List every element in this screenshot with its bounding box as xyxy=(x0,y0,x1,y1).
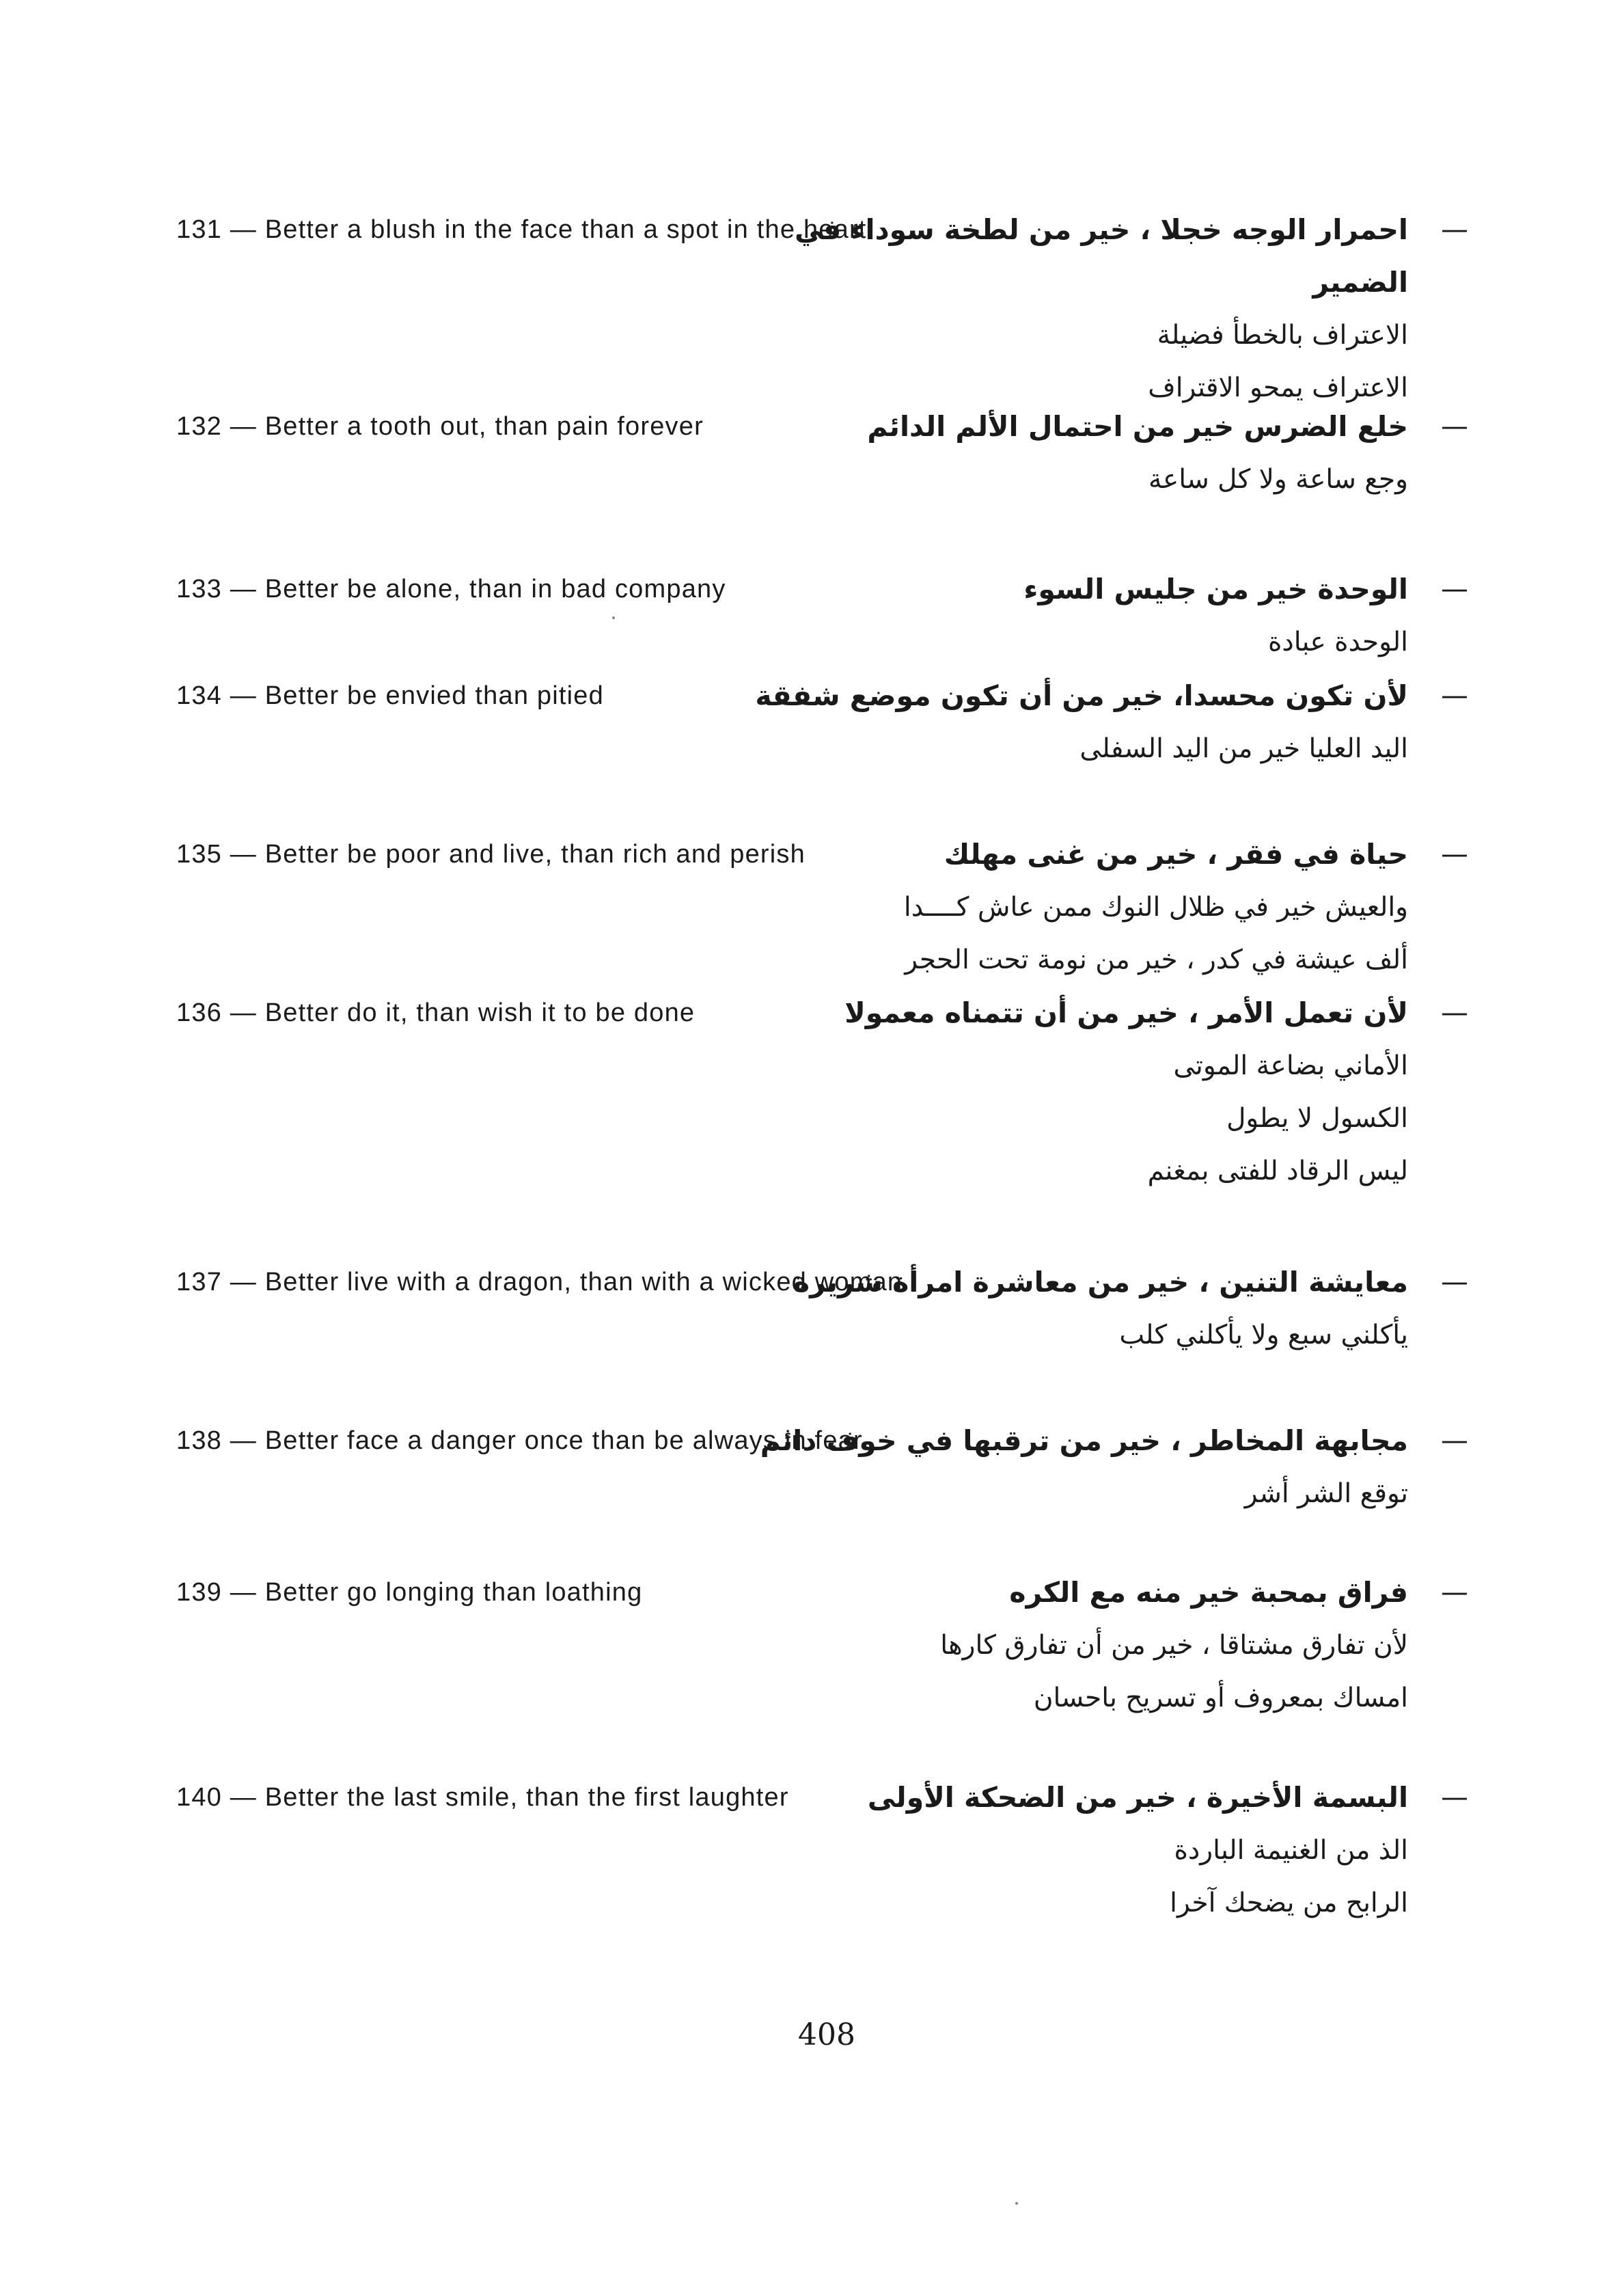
english-proverb: 139 — Better go longing than loathing xyxy=(176,1578,643,1607)
english-proverb: 132 — Better a tooth out, than pain forever xyxy=(176,412,704,441)
arabic-variant: لأن تفارق مشتاقا ، خير من أن تفارق كارها xyxy=(940,1630,1408,1661)
arabic-variant: ليس الرقاد للفتى بمغنم xyxy=(1147,1156,1408,1186)
arabic-proverb-block xyxy=(725,400,1408,506)
entry-dash: — xyxy=(1441,1266,1468,1298)
english-proverb: 135 — Better be poor and live, than rich and perish xyxy=(176,840,806,869)
english-proverb: 134 — Better be envied than pitied xyxy=(176,681,604,710)
arabic-proverb-block xyxy=(725,1415,1408,1520)
arabic-proverb-block xyxy=(725,670,1408,775)
arabic-proverb: الوحدة خير من جليس السوء xyxy=(1023,573,1408,606)
arabic-proverb: فراق بمحبة خير منه مع الكره xyxy=(1009,1576,1408,1609)
arabic-proverb: معايشة التنين ، خير من معاشرة امرأة شريرة xyxy=(793,1266,1408,1299)
english-proverb: 133 — Better be alone, than in bad company xyxy=(176,575,726,603)
english-proverb: 131 — Better a blush in the face than a spot in the heart xyxy=(176,215,867,244)
arabic-proverb: خلع الضرس خير من احتمال الألم الدائم xyxy=(867,410,1408,443)
arabic-variant: توقع الشر أشر xyxy=(1244,1478,1408,1509)
arabic-proverb-block xyxy=(725,987,1408,1197)
arabic-proverb-block xyxy=(725,1256,1408,1361)
english-proverb: 138 — Better face a danger once than be always in fear xyxy=(176,1426,863,1455)
entry-dash: — xyxy=(1441,573,1468,605)
english-proverb: 137 — Better live with a dragon, than with a wicked woman xyxy=(176,1268,903,1296)
arabic-proverb: لأن تكون محسدا، خير من أن تكون موضع شفقة xyxy=(755,679,1408,712)
arabic-variant: يأكلني سبع ولا يأكلني كلب xyxy=(1119,1320,1408,1350)
page-number: 408 xyxy=(798,2017,855,2052)
arabic-proverb-block xyxy=(725,563,1408,668)
arabic-variant: الرابح من يضحك آخرا xyxy=(1170,1888,1408,1918)
arabic-proverb-block xyxy=(725,1566,1408,1724)
arabic-variant: اليد العليا خير من اليد السفلى xyxy=(1079,733,1408,764)
arabic-proverb: حياة في فقر ، خير من غنى مهلك xyxy=(944,838,1408,871)
arabic-variant: الاعتراف بالخطأ فضيلة xyxy=(1157,320,1408,351)
entry-dash: — xyxy=(1441,680,1468,711)
entry-dash: — xyxy=(1441,1577,1468,1608)
arabic-variant: الأماني بضاعة الموتى xyxy=(1173,1050,1408,1081)
entry-dash: — xyxy=(1441,214,1468,245)
arabic-variant: والعيش خير في ظلال النوك ممن عاش كــــدا xyxy=(903,892,1408,923)
entry-dash: — xyxy=(1441,1782,1468,1813)
arabic-proverb: البسمة الأخيرة ، خير من الضحكة الأولى xyxy=(867,1781,1408,1814)
arabic-proverb: احمرار الوجه خجلا ، خير من لطخة سوداء في الضمير xyxy=(794,213,1408,299)
arabic-variant: الوحدة عبادة xyxy=(1268,627,1408,657)
english-proverb: 140 — Better the last smile, than the first laughter xyxy=(176,1783,789,1812)
arabic-variant: امساك بمعروف أو تسريح باحسان xyxy=(1033,1683,1408,1713)
english-proverb: 136 — Better do it, than wish it to be done xyxy=(176,998,696,1027)
arabic-variant: ألف عيشة في كدر ، خير من نومة تحت الحجر xyxy=(905,944,1408,975)
entry-dash: — xyxy=(1441,411,1468,442)
entry-dash: — xyxy=(1441,997,1468,1029)
arabic-variant: الاعتراف يمحو الاقتراف xyxy=(1148,372,1408,403)
arabic-proverb-block xyxy=(725,204,1408,414)
entry-dash: — xyxy=(1441,839,1468,870)
arabic-proverb: لأن تعمل الأمر ، خير من أن تتمناه معمولا xyxy=(844,996,1408,1029)
arabic-proverb-block xyxy=(725,1771,1408,1929)
entry-dash: — xyxy=(1441,1425,1468,1456)
arabic-variant: الذ من الغنيمة الباردة xyxy=(1174,1835,1408,1866)
scan-speck xyxy=(612,616,615,619)
arabic-proverb-block xyxy=(725,828,1408,986)
scan-speck xyxy=(1015,2202,1018,2205)
arabic-proverb: مجابهة المخاطر ، خير من ترقبها في خوف دائم xyxy=(760,1424,1408,1457)
arabic-variant: الكسول لا يطول xyxy=(1226,1103,1408,1134)
arabic-variant: وجع ساعة ولا كل ساعة xyxy=(1148,464,1408,495)
